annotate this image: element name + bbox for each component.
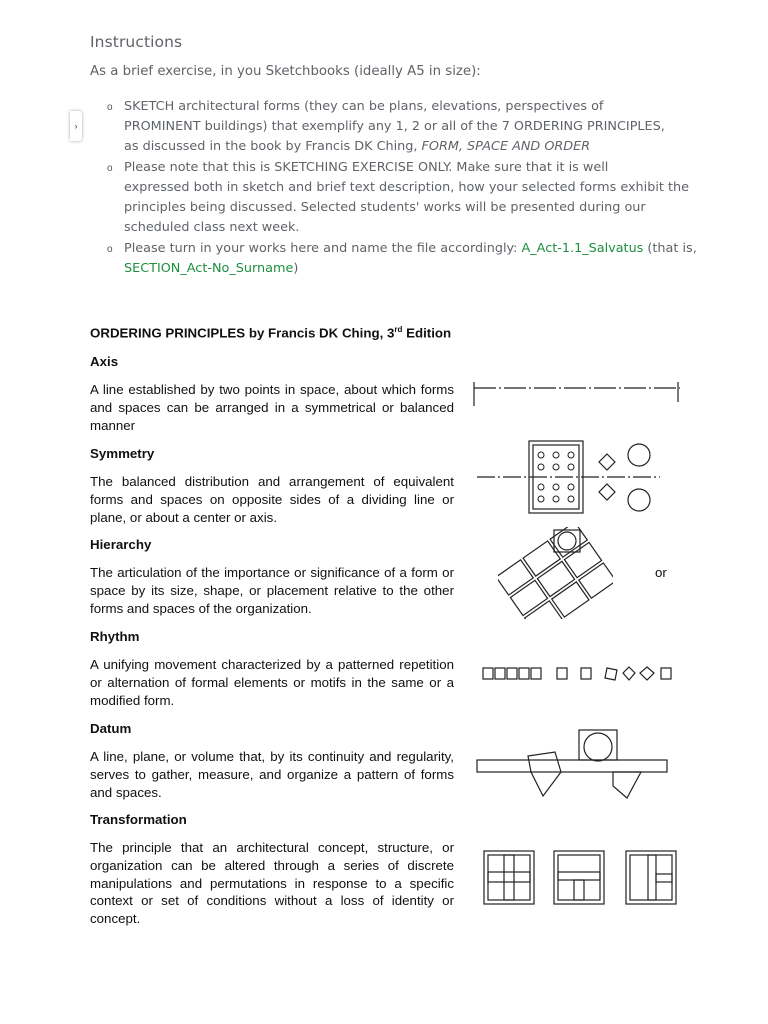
- document-title-end: Edition: [402, 325, 452, 341]
- bullet3-line1: [124, 241, 697, 256]
- text-hierarchy: The articulation of the importance or significance of a form or space by its size, shape, or placement relative to the other forms and spaces of the organization.: [90, 565, 454, 616]
- bullet2-line2: expressed both in sketch and brief text description, how your selected forms exhibit the: [124, 180, 689, 195]
- bullet3-line1-post: (that is,: [643, 241, 697, 256]
- heading-transformation: Transformation: [90, 812, 187, 827]
- document-title-sup: rd: [394, 325, 403, 334]
- text-axis: A line established by two points in space, about which forms and spaces can be arranged in a symmetrical or balanced manner: [90, 382, 454, 433]
- book-title: FORM, SPACE AND ORDER: [421, 139, 591, 154]
- bullet3-line1-text: Please turn in your works here and name the file accordingly:: [124, 241, 522, 256]
- datum-sketch-icon: [473, 726, 673, 802]
- hierarchy-sketch-icon: [498, 527, 613, 619]
- heading-rhythm: Rhythm: [90, 629, 140, 644]
- heading-symmetry: Symmetry: [90, 446, 155, 461]
- side-panel-toggle[interactable]: ›: [70, 111, 82, 141]
- document-title: [90, 325, 451, 340]
- bullet1-line1: SKETCH architectural forms (they can be plans, elevations, perspectives of: [124, 99, 604, 114]
- symmetry-sketch-icon: [475, 436, 665, 516]
- heading-datum: Datum: [90, 721, 132, 736]
- transformation-sketch-icon: [480, 848, 680, 910]
- file-name-example-link[interactable]: A_Act-1.1_Salvatus: [521, 241, 644, 256]
- text-symmetry: The balanced distribution and arrangement of equivalent forms and spaces on opposite sides of a dividing line or plane, or about a center or axis.: [90, 474, 454, 525]
- bullet1-line3: [124, 139, 590, 154]
- bullet2-line4: scheduled class next week.: [124, 220, 300, 235]
- instructions-title: Instructions: [90, 33, 183, 51]
- axis-sketch-icon: [470, 378, 685, 408]
- text-rhythm: A unifying movement characterized by a patterned repetition or alternation of formal elements or motifs in the same or a modified form.: [90, 657, 454, 708]
- heading-axis: Axis: [90, 354, 119, 369]
- file-name-pattern-link[interactable]: SECTION_Act-No_Surname: [124, 261, 294, 276]
- bullet-marker: o: [107, 102, 113, 113]
- heading-hierarchy: Hierarchy: [90, 537, 152, 552]
- bullet1-line3-text: as discussed in the book by Francis DK Ching,: [124, 139, 422, 154]
- rhythm-sketch-icon: [480, 662, 680, 686]
- text-datum: A line, plane, or volume that, by its continuity and regularity, serves to gather, measure, and organize a pattern of forms and spaces.: [90, 749, 454, 800]
- stray-or-text: or: [655, 565, 667, 580]
- bullet2-line1: Please note that this is SKETCHING EXERCISE ONLY. Make sure that it is well: [124, 160, 609, 175]
- bullet3-line2: [124, 261, 298, 276]
- bullet-marker: o: [107, 163, 113, 174]
- bullet2-line3: principles being discussed. Selected students' works will be presented during our: [124, 200, 646, 215]
- bullet3-line2-post: ): [293, 261, 299, 276]
- instructions-intro: As a brief exercise, in you Sketchbooks (ideally A5 in size):: [90, 64, 481, 79]
- text-transformation: The principle that an architectural concept, structure, or organization can be altered through a series of discrete manipulations and permutations in response to a specific context or set of conditions without a loss of identity or concept.: [90, 840, 454, 927]
- bullet-marker: o: [107, 244, 113, 255]
- document-title-main: ORDERING PRINCIPLES by Francis DK Ching, 3: [90, 325, 395, 341]
- bullet1-line2: PROMINENT buildings) that exemplify any 1, 2 or all of the 7 ORDERING PRINCIPLES,: [124, 119, 665, 134]
